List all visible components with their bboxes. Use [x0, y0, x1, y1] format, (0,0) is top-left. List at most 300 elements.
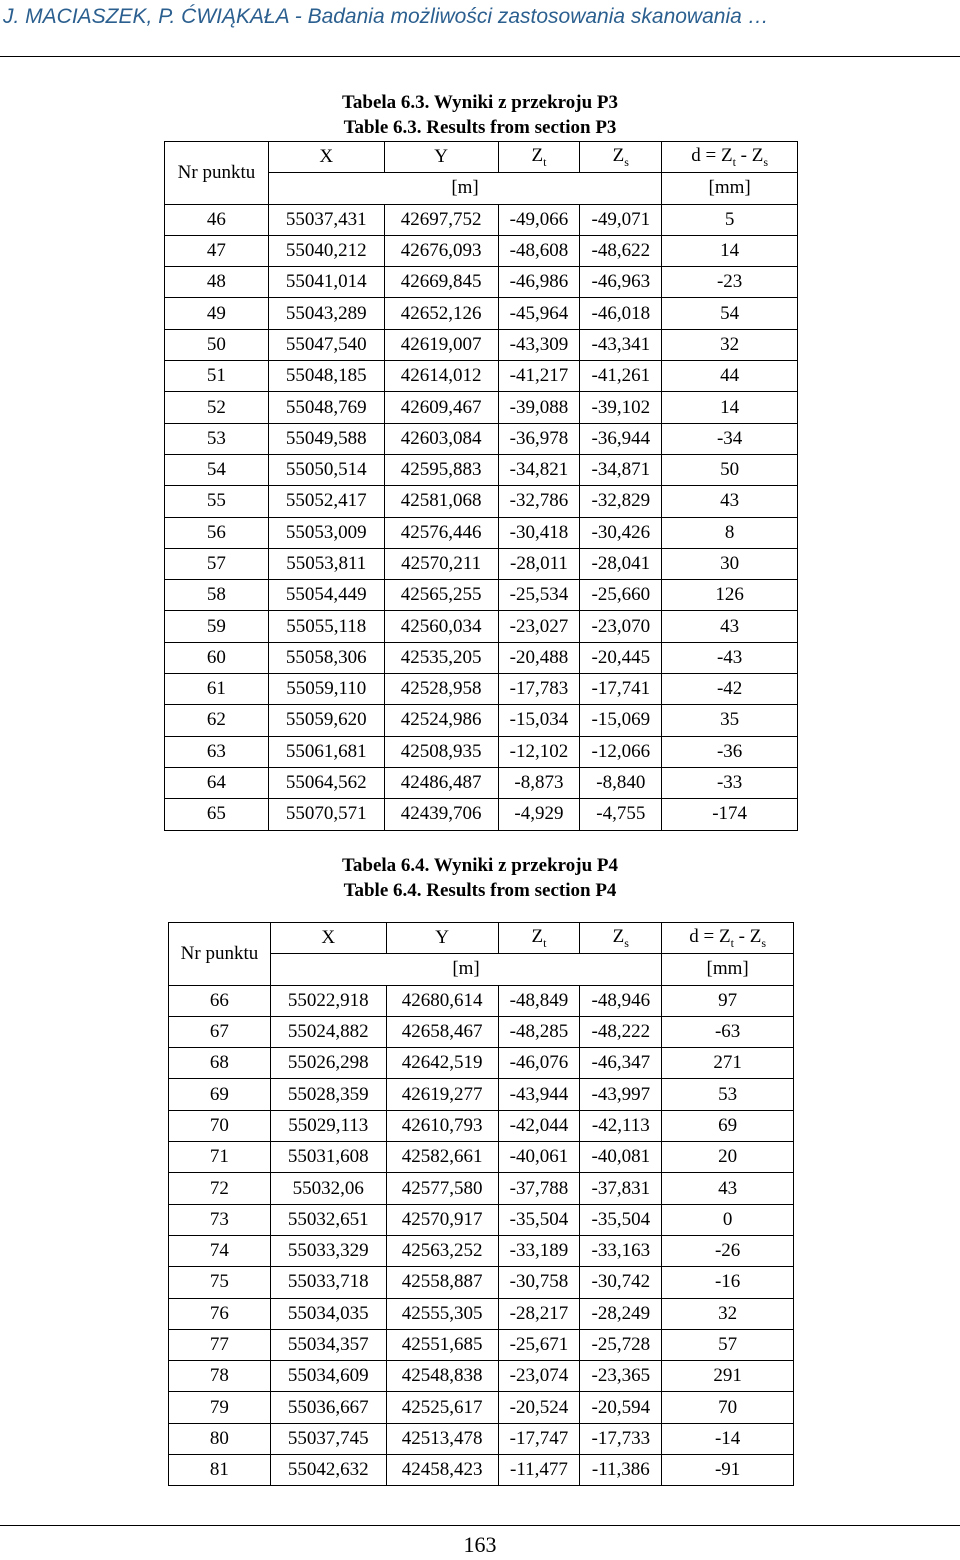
cell-zt: -49,066: [498, 204, 580, 235]
header-zt-subscript: t: [543, 935, 547, 950]
cell-d: -174: [662, 799, 798, 830]
table2-header-row: [169, 923, 794, 954]
cell-x: 55054,449: [268, 580, 384, 611]
cell-d: 50: [662, 454, 798, 485]
cell-d: 32: [662, 1298, 794, 1329]
cell-zt: -30,418: [498, 517, 580, 548]
cell-zs: -30,742: [580, 1267, 662, 1298]
cell-d: -16: [662, 1267, 794, 1298]
cell-d: 14: [662, 235, 798, 266]
cell-zt: -39,088: [498, 392, 580, 423]
cell-zt: -30,758: [498, 1267, 580, 1298]
cell-nr: 49: [165, 298, 269, 329]
table-row: [165, 517, 798, 548]
cell-zs: -40,081: [580, 1142, 662, 1173]
table-row: [169, 985, 794, 1016]
cell-zt: -48,608: [498, 235, 580, 266]
cell-zt: -17,747: [498, 1423, 580, 1454]
cell-x: 55053,811: [268, 548, 384, 579]
cell-zt: -48,849: [498, 985, 580, 1016]
cell-nr: 47: [165, 235, 269, 266]
table-row: [169, 1361, 794, 1392]
cell-y: 42548,838: [386, 1361, 498, 1392]
header-zs-label: Z: [612, 925, 625, 947]
cell-zs: -39,102: [580, 392, 662, 423]
table2-caption: [0, 853, 960, 903]
cell-nr: 46: [165, 204, 269, 235]
cell-nr: 52: [165, 392, 269, 423]
table-row: [165, 799, 798, 830]
header-d-subscript-s: s: [761, 935, 767, 950]
results-table-p3: [164, 141, 798, 831]
cell-zs: -32,829: [580, 486, 662, 517]
cell-zt: -45,964: [498, 298, 580, 329]
cell-nr: 63: [165, 736, 269, 767]
cell-y: 42524,986: [384, 705, 498, 736]
cell-zt: -34,821: [498, 454, 580, 485]
running-header: J. MACIASZEK, P. ĆWIĄKAŁA - Badania możliwości zastosowania skanowania …: [3, 5, 769, 28]
unit-mm: [mm]: [662, 173, 798, 204]
table2-caption-en: Table 6.4. Results from section P4: [343, 880, 617, 901]
cell-zt: -4,929: [498, 799, 580, 830]
footer-rule: [0, 1525, 960, 1526]
unit-mm: [mm]: [662, 954, 794, 985]
table-row: [169, 1423, 794, 1454]
header-d-minus: - Z: [733, 925, 762, 947]
cell-d: 5: [662, 204, 798, 235]
cell-nr: 62: [165, 705, 269, 736]
cell-nr: 70: [169, 1110, 271, 1141]
cell-y: 42614,012: [384, 361, 498, 392]
cell-zs: -35,504: [580, 1204, 662, 1235]
cell-x: 55059,620: [268, 705, 384, 736]
header-zs-subscript: s: [624, 154, 629, 169]
cell-nr: 61: [165, 674, 269, 705]
cell-x: 55058,306: [268, 642, 384, 673]
cell-x: 55061,681: [268, 736, 384, 767]
cell-nr: 48: [165, 267, 269, 298]
cell-d: 32: [662, 329, 798, 360]
header-y: Y: [384, 142, 498, 173]
cell-d: -36: [662, 736, 798, 767]
cell-d: 30: [662, 548, 798, 579]
cell-nr: 80: [169, 1423, 271, 1454]
cell-y: 42669,845: [384, 267, 498, 298]
cell-y: 42676,093: [384, 235, 498, 266]
cell-zt: -46,076: [498, 1048, 580, 1079]
cell-y: 42576,446: [384, 517, 498, 548]
table1-header-row: [165, 142, 798, 173]
cell-d: -42: [662, 674, 798, 705]
cell-zs: -49,071: [580, 204, 662, 235]
table-row: [169, 1455, 794, 1486]
cell-zt: -32,786: [498, 486, 580, 517]
table-row: [169, 1048, 794, 1079]
table-row: [165, 329, 798, 360]
cell-zs: -48,622: [580, 235, 662, 266]
table-row: [165, 736, 798, 767]
cell-zt: -48,285: [498, 1016, 580, 1047]
cell-zt: -11,477: [498, 1455, 580, 1486]
header-zt: [498, 923, 580, 954]
cell-y: 42551,685: [386, 1329, 498, 1360]
cell-d: 97: [662, 985, 794, 1016]
cell-x: 55028,359: [270, 1079, 386, 1110]
cell-y: 42508,935: [384, 736, 498, 767]
cell-y: 42619,277: [386, 1079, 498, 1110]
cell-zt: -23,074: [498, 1361, 580, 1392]
cell-d: 291: [662, 1361, 794, 1392]
cell-d: -33: [662, 767, 798, 798]
cell-nr: 68: [169, 1048, 271, 1079]
cell-nr: 54: [165, 454, 269, 485]
cell-y: 42577,580: [386, 1173, 498, 1204]
cell-y: 42619,007: [384, 329, 498, 360]
cell-zt: -15,034: [498, 705, 580, 736]
table-row: [169, 1142, 794, 1173]
cell-d: 271: [662, 1048, 794, 1079]
cell-y: 42528,958: [384, 674, 498, 705]
cell-zs: -48,222: [580, 1016, 662, 1047]
cell-nr: 57: [165, 548, 269, 579]
cell-d: 43: [662, 611, 798, 642]
cell-d: -91: [662, 1455, 794, 1486]
cell-zt: -23,027: [498, 611, 580, 642]
cell-d: -43: [662, 642, 798, 673]
cell-zt: -43,944: [498, 1079, 580, 1110]
table-row: [165, 267, 798, 298]
cell-y: 42458,423: [386, 1455, 498, 1486]
cell-y: 42581,068: [384, 486, 498, 517]
cell-zs: -43,341: [580, 329, 662, 360]
cell-x: 55064,562: [268, 767, 384, 798]
cell-d: -63: [662, 1016, 794, 1047]
cell-x: 55043,289: [268, 298, 384, 329]
cell-zt: -35,504: [498, 1204, 580, 1235]
cell-d: 43: [662, 1173, 794, 1204]
header-x: X: [270, 923, 386, 954]
results-table-p4: [168, 922, 794, 1486]
header-y: Y: [386, 923, 498, 954]
cell-y: 42658,467: [386, 1016, 498, 1047]
cell-y: 42603,084: [384, 423, 498, 454]
table-row: [169, 1016, 794, 1047]
cell-x: 55059,110: [268, 674, 384, 705]
cell-nr: 76: [169, 1298, 271, 1329]
cell-zs: -23,365: [580, 1361, 662, 1392]
cell-d: 126: [662, 580, 798, 611]
cell-d: 14: [662, 392, 798, 423]
cell-x: 55031,608: [270, 1142, 386, 1173]
cell-nr: 71: [169, 1142, 271, 1173]
cell-d: 44: [662, 361, 798, 392]
cell-zs: -25,728: [580, 1329, 662, 1360]
cell-d: 57: [662, 1329, 794, 1360]
table-row: [165, 423, 798, 454]
cell-y: 42642,519: [386, 1048, 498, 1079]
cell-y: 42570,211: [384, 548, 498, 579]
cell-zs: -30,426: [580, 517, 662, 548]
cell-d: 70: [662, 1392, 794, 1423]
table-row: [165, 486, 798, 517]
cell-x: 55070,571: [268, 799, 384, 830]
cell-nr: 59: [165, 611, 269, 642]
cell-nr: 53: [165, 423, 269, 454]
cell-nr: 77: [169, 1329, 271, 1360]
table-row: [165, 454, 798, 485]
header-zt-label: Z: [531, 925, 544, 947]
cell-zt: -25,534: [498, 580, 580, 611]
header-d-subscript-s: s: [763, 154, 769, 169]
cell-x: 55034,609: [270, 1361, 386, 1392]
cell-y: 42525,617: [386, 1392, 498, 1423]
cell-x: 55033,329: [270, 1235, 386, 1266]
cell-x: 55053,009: [268, 517, 384, 548]
cell-x: 55052,417: [268, 486, 384, 517]
header-x: X: [268, 142, 384, 173]
cell-zt: -20,524: [498, 1392, 580, 1423]
cell-zs: -25,660: [580, 580, 662, 611]
cell-zt: -28,011: [498, 548, 580, 579]
cell-x: 55037,745: [270, 1423, 386, 1454]
cell-nr: 81: [169, 1455, 271, 1486]
table-row: [169, 1235, 794, 1266]
cell-zs: -48,946: [580, 985, 662, 1016]
cell-zs: -17,733: [580, 1423, 662, 1454]
cell-x: 55026,298: [270, 1048, 386, 1079]
cell-d: 20: [662, 1142, 794, 1173]
cell-x: 55041,014: [268, 267, 384, 298]
header-d-label: d = Z: [691, 144, 733, 166]
cell-x: 55055,118: [268, 611, 384, 642]
cell-nr: 72: [169, 1173, 271, 1204]
header-d-subscript-t: t: [732, 154, 736, 169]
table-row: [165, 642, 798, 673]
cell-zs: -37,831: [580, 1173, 662, 1204]
cell-y: 42560,034: [384, 611, 498, 642]
cell-y: 42595,883: [384, 454, 498, 485]
cell-zs: -12,066: [580, 736, 662, 767]
table-row: [165, 548, 798, 579]
table-row: [169, 1329, 794, 1360]
cell-d: -26: [662, 1235, 794, 1266]
cell-zs: -41,261: [580, 361, 662, 392]
header-zt-subscript: t: [543, 154, 547, 169]
cell-y: 42610,793: [386, 1110, 498, 1141]
cell-x: 55042,632: [270, 1455, 386, 1486]
cell-d: -14: [662, 1423, 794, 1454]
header-nr-punktu: Nr punktu: [169, 923, 271, 986]
cell-nr: 60: [165, 642, 269, 673]
cell-zs: -43,997: [580, 1079, 662, 1110]
cell-y: 42439,706: [384, 799, 498, 830]
header-d-subscript-t: t: [730, 935, 734, 950]
cell-x: 55034,357: [270, 1329, 386, 1360]
cell-zs: -20,445: [580, 642, 662, 673]
cell-zs: -8,840: [580, 767, 662, 798]
cell-zs: -36,944: [580, 423, 662, 454]
table-row: [165, 204, 798, 235]
table-row: [169, 1204, 794, 1235]
cell-x: 55049,588: [268, 423, 384, 454]
cell-d: 53: [662, 1079, 794, 1110]
cell-zt: -41,217: [498, 361, 580, 392]
cell-zt: -40,061: [498, 1142, 580, 1173]
cell-x: 55029,113: [270, 1110, 386, 1141]
cell-zt: -43,309: [498, 329, 580, 360]
table-row: [169, 1267, 794, 1298]
cell-y: 42558,887: [386, 1267, 498, 1298]
cell-d: 8: [662, 517, 798, 548]
cell-d: 69: [662, 1110, 794, 1141]
header-d: [662, 923, 794, 954]
cell-x: 55037,431: [268, 204, 384, 235]
cell-nr: 79: [169, 1392, 271, 1423]
table2-body: [169, 923, 794, 1486]
table-row: [169, 1392, 794, 1423]
cell-nr: 69: [169, 1079, 271, 1110]
cell-d: 0: [662, 1204, 794, 1235]
table2-caption-pl: Tabela 6.4. Wyniki z przekroju P4: [341, 855, 619, 876]
header-zs-label: Z: [612, 144, 625, 166]
cell-y: 42570,917: [386, 1204, 498, 1235]
header-d-minus: - Z: [735, 144, 764, 166]
cell-zs: -15,069: [580, 705, 662, 736]
cell-zs: -46,347: [580, 1048, 662, 1079]
cell-nr: 78: [169, 1361, 271, 1392]
cell-zs: -33,163: [580, 1235, 662, 1266]
cell-zs: -11,386: [580, 1455, 662, 1486]
cell-x: 55048,769: [268, 392, 384, 423]
cell-zt: -25,671: [498, 1329, 580, 1360]
unit-m: [m]: [270, 954, 661, 985]
table1-body: [165, 142, 798, 831]
cell-nr: 73: [169, 1204, 271, 1235]
table-row: [165, 705, 798, 736]
cell-zt: -36,978: [498, 423, 580, 454]
cell-zt: -37,788: [498, 1173, 580, 1204]
table-row: [169, 1173, 794, 1204]
header-zs: [580, 142, 662, 173]
header-zs-subscript: s: [624, 935, 629, 950]
cell-d: -23: [662, 267, 798, 298]
cell-zt: -46,986: [498, 267, 580, 298]
table1-caption-pl: Tabela 6.3. Wyniki z przekroju P3: [341, 92, 619, 113]
header-nr-punktu: Nr punktu: [165, 142, 269, 205]
cell-zs: -46,018: [580, 298, 662, 329]
cell-y: 42555,305: [386, 1298, 498, 1329]
cell-zs: -17,741: [580, 674, 662, 705]
cell-y: 42582,661: [386, 1142, 498, 1173]
cell-zs: -28,249: [580, 1298, 662, 1329]
page-number: 163: [463, 1532, 497, 1557]
table-row: [165, 298, 798, 329]
cell-y: 42535,205: [384, 642, 498, 673]
cell-d: 35: [662, 705, 798, 736]
cell-y: 42652,126: [384, 298, 498, 329]
cell-x: 55040,212: [268, 235, 384, 266]
cell-d: 43: [662, 486, 798, 517]
cell-nr: 75: [169, 1267, 271, 1298]
table-row: [165, 580, 798, 611]
table-row: [165, 361, 798, 392]
cell-zt: -20,488: [498, 642, 580, 673]
cell-nr: 65: [165, 799, 269, 830]
cell-y: 42697,752: [384, 204, 498, 235]
cell-zt: -28,217: [498, 1298, 580, 1329]
table-row: [165, 767, 798, 798]
cell-zt: -12,102: [498, 736, 580, 767]
cell-zs: -42,113: [580, 1110, 662, 1141]
cell-zs: -28,041: [580, 548, 662, 579]
cell-x: 55048,185: [268, 361, 384, 392]
cell-nr: 67: [169, 1016, 271, 1047]
cell-d: -34: [662, 423, 798, 454]
cell-y: 42513,478: [386, 1423, 498, 1454]
cell-nr: 66: [169, 985, 271, 1016]
cell-x: 55034,035: [270, 1298, 386, 1329]
cell-y: 42680,614: [386, 985, 498, 1016]
table-row: [169, 1079, 794, 1110]
cell-zt: -33,189: [498, 1235, 580, 1266]
header-rule: [0, 56, 960, 57]
cell-zs: -34,871: [580, 454, 662, 485]
cell-y: 42563,252: [386, 1235, 498, 1266]
cell-d: 54: [662, 298, 798, 329]
cell-x: 55022,918: [270, 985, 386, 1016]
header-zt-label: Z: [531, 144, 544, 166]
header-zt: [498, 142, 580, 173]
cell-x: 55036,667: [270, 1392, 386, 1423]
header-d-label: d = Z: [689, 925, 731, 947]
table1-caption: [0, 90, 960, 140]
cell-zt: -42,044: [498, 1110, 580, 1141]
table-row: [165, 674, 798, 705]
cell-nr: 74: [169, 1235, 271, 1266]
cell-nr: 51: [165, 361, 269, 392]
cell-y: 42486,487: [384, 767, 498, 798]
table-row: [169, 1110, 794, 1141]
table-row: [165, 611, 798, 642]
cell-nr: 64: [165, 767, 269, 798]
cell-x: 55024,882: [270, 1016, 386, 1047]
cell-zs: -23,070: [580, 611, 662, 642]
cell-x: 55047,540: [268, 329, 384, 360]
cell-x: 55032,06: [270, 1173, 386, 1204]
cell-zs: -4,755: [580, 799, 662, 830]
cell-x: 55032,651: [270, 1204, 386, 1235]
cell-nr: 55: [165, 486, 269, 517]
cell-nr: 56: [165, 517, 269, 548]
cell-x: 55050,514: [268, 454, 384, 485]
cell-nr: 58: [165, 580, 269, 611]
cell-zt: -17,783: [498, 674, 580, 705]
cell-x: 55033,718: [270, 1267, 386, 1298]
unit-m: [m]: [268, 173, 661, 204]
cell-zs: -20,594: [580, 1392, 662, 1423]
table-row: [165, 392, 798, 423]
cell-y: 42609,467: [384, 392, 498, 423]
table-row: [165, 235, 798, 266]
cell-zt: -8,873: [498, 767, 580, 798]
table1-caption-en: Table 6.3. Results from section P3: [343, 117, 617, 138]
cell-nr: 50: [165, 329, 269, 360]
cell-zs: -46,963: [580, 267, 662, 298]
header-zs: [580, 923, 662, 954]
cell-y: 42565,255: [384, 580, 498, 611]
table-row: [169, 1298, 794, 1329]
header-d: [662, 142, 798, 173]
